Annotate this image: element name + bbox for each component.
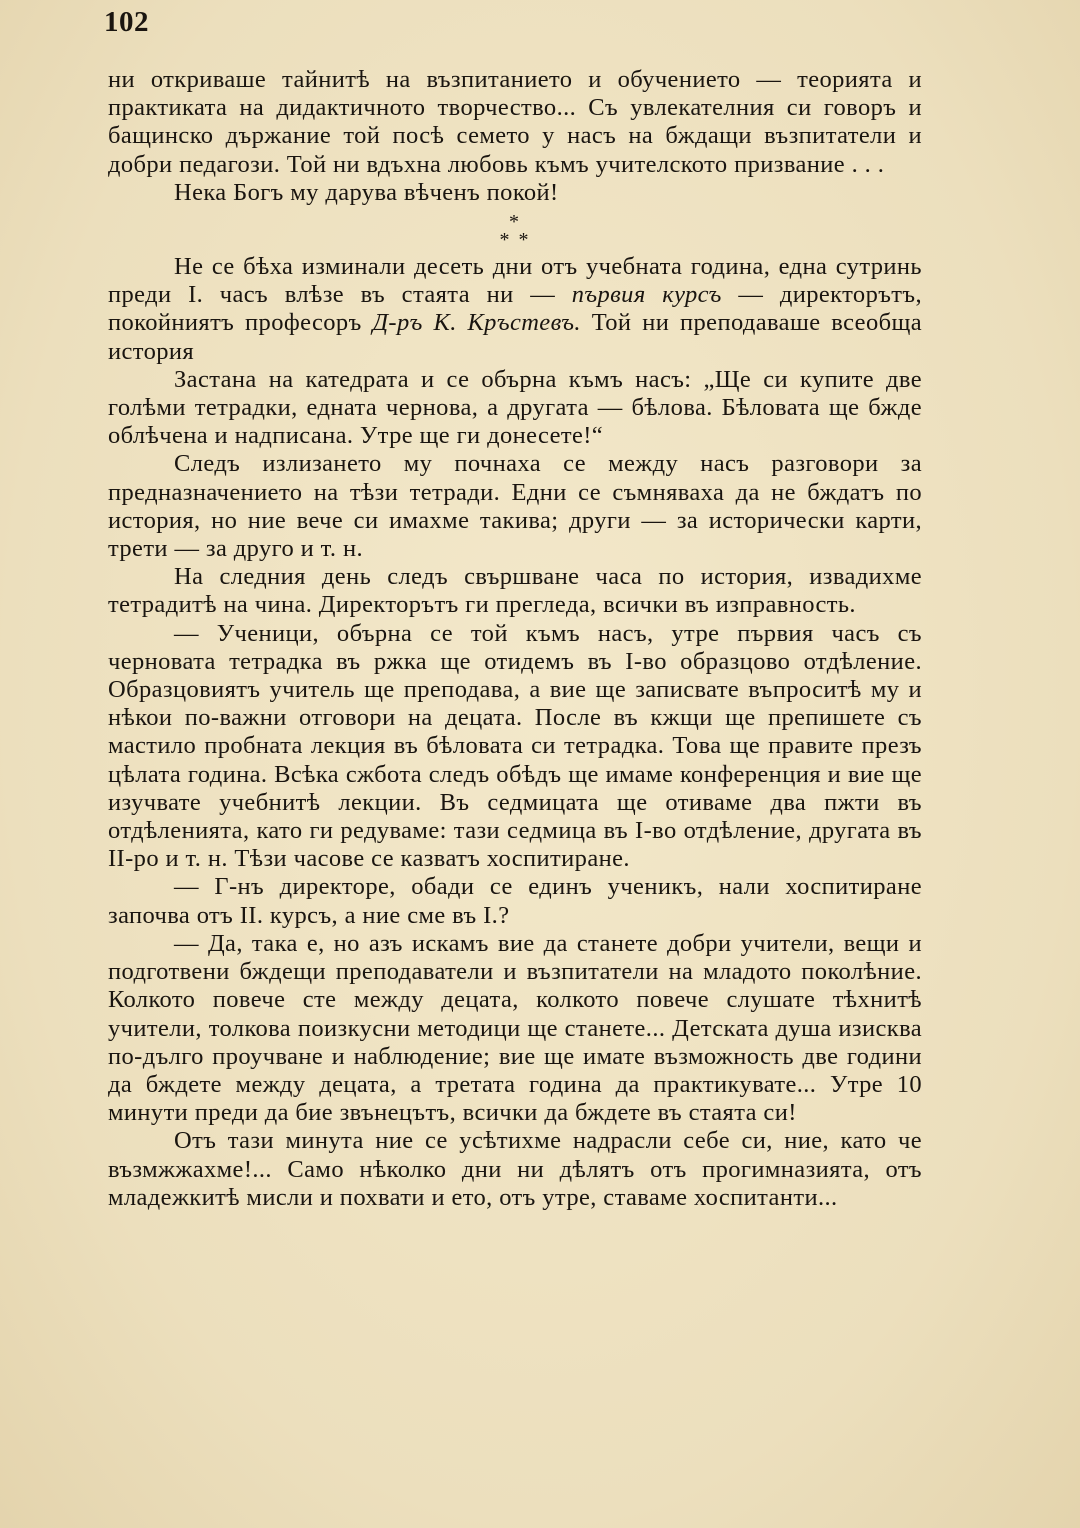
paragraph: ни откриваше тайнитѣ на възпитанието и обучението — теорията и практиката на дидактичното творчество... Съ увлекателния си говоръ и бащинско държание той посѣ семето у насъ на бждащи възпитатели и добри педагози. Той ни вдъхна любовь къмъ учителското призвание . . . (108, 66, 922, 178)
asterism-top: * (509, 211, 521, 234)
paragraph-text: Не се бѣха изминали десеть дни отъ учебната година, една сутринь преди I. часъ влѣзе въ стаята ни — (108, 253, 922, 309)
paragraph (108, 253, 922, 366)
paragraph: — Ученици, обърна се той къмъ насъ, утре първия часъ съ черновата тетрадка въ ржка ще отидемъ въ I-во образцово отдѣление. Образцовиятъ учитель ще преподава, а вие ще записвате въпроситѣ му и нѣкои по-важни отговори на децата. После въ кжщи ще препишете съ мастило пробната лекция въ бѣловата си тетрадка. Това ще правите презъ цѣлата година. Всѣка сжбота следъ обѣдъ ще имаме конференция и вие ще изучвате учебнитѣ лекции. Въ седмицата ще отиваме два пжти въ отдѣленията, като ги редуваме: тази седмица въ I-во отдѣление, другата въ II-ро и т. н. Тѣзи часове се казватъ хоспитиране. (108, 619, 922, 873)
page-body (108, 66, 922, 1212)
paragraph: Следъ излизането му почнаха се между насъ разговори за предназначението на тѣзи тетради. Едни се съмняваха да не бждатъ по история, но ние вече си имахме такива; други — за исторически карти, трети — за друго и т. н. (108, 450, 922, 563)
paragraph-text: — директорътъ, покойниятъ професоръ (108, 281, 922, 337)
asterism-bottom: * * (499, 229, 531, 252)
paragraph: — Да, така е, но азъ искамъ вие да станете добри учители, вещи и подготвени бждещи преподаватели и възпитатели на младото поколѣние. Колкото повече сте между децата, колкото повече слушате тѣхнитѣ учители, толкова поизкусни методици ще станете... Детската душа изисква по-дълго проучване и наблюдение; вие ще имате възможность две години да бждете между децата, а третата година да практикувате... Утре 10 минути преди да бие звънецътъ, всички да бждете въ стаята си! (108, 929, 922, 1127)
italic-name: Д-ръ К. Кръстевъ. (372, 309, 581, 337)
paragraph-text: Той ни преподаваше всеобща история (108, 309, 923, 365)
paragraph: Нека Богъ му дарува вѣченъ покой! (174, 178, 559, 206)
paragraph: — Г-нъ директоре, обади се единъ ученикъ, нали хоспитиране започва отъ II. курсъ, а ние сме въ I.? (108, 873, 922, 929)
section-divider (108, 207, 922, 253)
paragraph: На следния день следъ свършване часа по история, извадихме тетрадитѣ на чина. Директорътъ ги прегледа, всички въ изправность. (108, 563, 922, 619)
page-number: 102 (104, 6, 149, 38)
italic-phrase: първия курсъ (571, 281, 722, 309)
paragraph: Отъ тази минута ние се усѣтихме надрасли себе си, ние, като че възмжжахме!... Само нѣколко дни ни дѣлятъ отъ прогимназията, отъ младежкитѣ мисли и похвати и ето, отъ утре, ставаме хоспитанти... (108, 1127, 922, 1211)
paragraph: Застана на катедрата и се обърна къмъ насъ: „Ще си купите две голѣми тетрадки, едната чернова, а другата — бѣлова. Бѣловата ще бжде облѣчена и надписана. Утре ще ги донесете!“ (108, 365, 922, 450)
